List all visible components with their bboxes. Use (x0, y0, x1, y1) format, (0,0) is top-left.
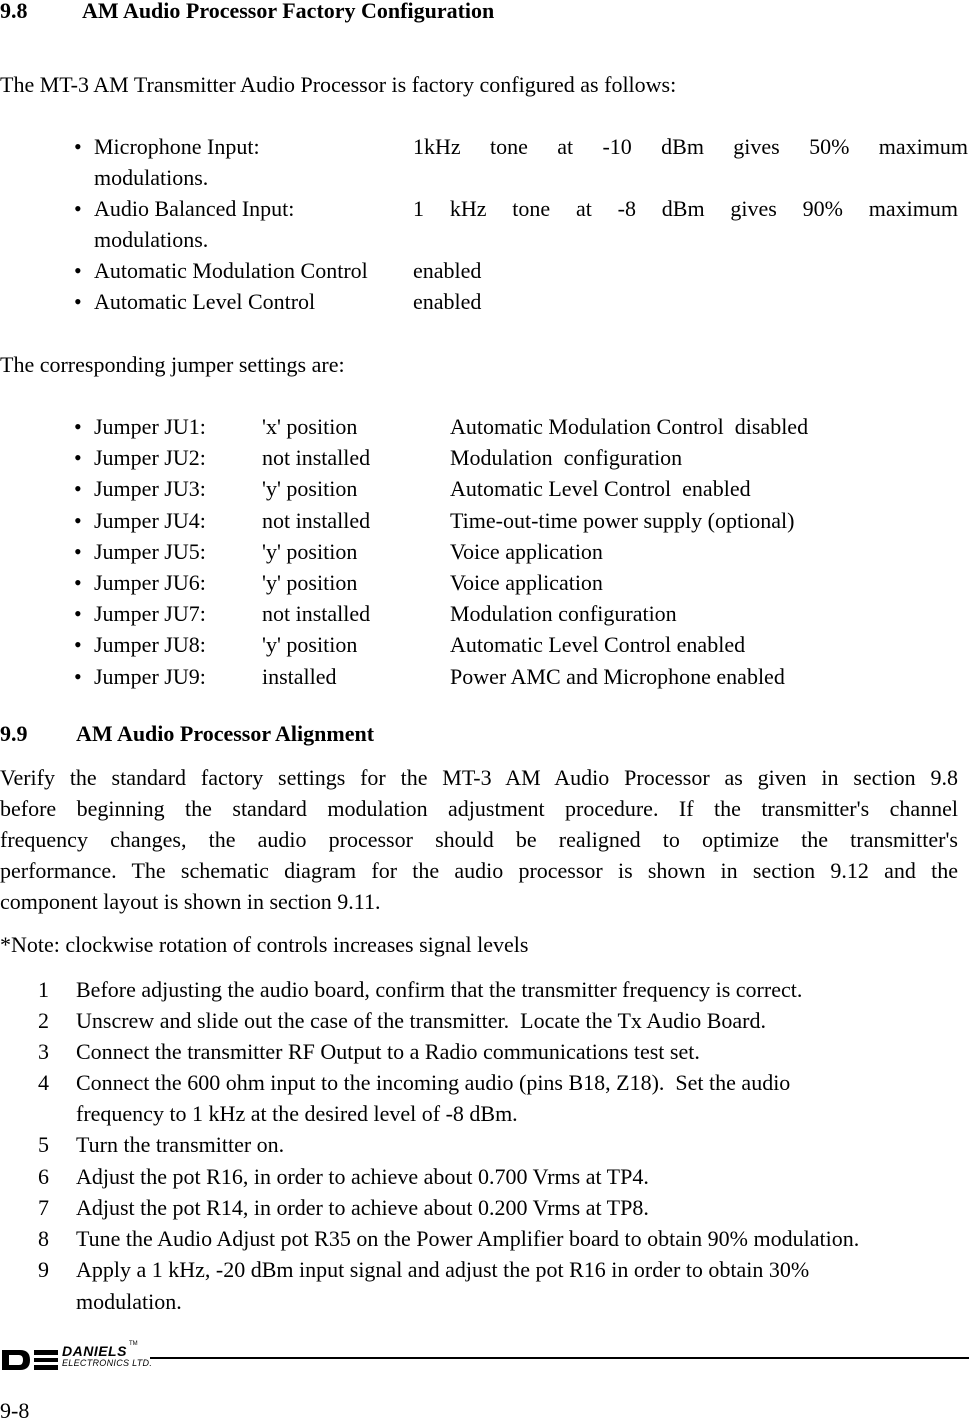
step-text: Before adjusting the audio board, confirm that the transmitter frequency is correct. (76, 977, 803, 1002)
step-number: 1 (38, 977, 49, 1002)
section-9-9-number: 9.9 (0, 721, 28, 746)
jumper-setting: 'y' position (262, 539, 358, 564)
jumper-description: Voice application (450, 539, 603, 564)
step-number: 3 (38, 1039, 49, 1064)
jumper-setting: 'y' position (262, 632, 358, 657)
jumper-name: Jumper JU6: (94, 570, 206, 595)
bullet-icon: • (74, 289, 82, 314)
jumper-name: Jumper JU8: (94, 632, 206, 657)
bullet-icon: • (74, 632, 82, 657)
step-number: 7 (38, 1195, 49, 1220)
config-value: 1 kHz tone at -8 dBm gives 90% maximum (413, 196, 958, 221)
bullet-icon: • (74, 570, 82, 595)
jumper-name: Jumper JU7: (94, 601, 206, 626)
step-text: Apply a 1 kHz, -20 dBm input signal and adjust the pot R16 in order to obtain 30% (76, 1257, 810, 1282)
jumper-intro: The corresponding jumper settings are: (0, 352, 345, 377)
config-value-continued: modulations. (94, 227, 209, 252)
paragraph-line: performance. The schematic diagram for the audio processor is shown in section 9.12 and the (0, 858, 958, 883)
jumper-description: Modulation configuration (450, 445, 683, 470)
jumper-description: Modulation configuration (450, 601, 677, 626)
step-number: 6 (38, 1164, 49, 1189)
bullet-icon: • (74, 476, 82, 501)
section-9-9-title: AM Audio Processor Alignment (76, 721, 375, 746)
jumper-setting: not installed (262, 601, 371, 626)
jumper-name: Jumper JU5: (94, 539, 206, 564)
paragraph-line: Verify the standard factory settings for the MT-3 AM Audio Processor as given in section 9.8 (0, 765, 958, 790)
jumper-setting: not installed (262, 508, 371, 533)
step-text: Adjust the pot R16, in order to achieve about 0.700 Vrms at TP4. (76, 1164, 649, 1189)
section-9-8-title: AM Audio Processor Factory Configuration (82, 0, 495, 23)
step-number: 8 (38, 1226, 49, 1251)
step-text-continued: modulation. (76, 1289, 182, 1314)
page-number: 9-8 (0, 1398, 30, 1423)
step-text: Tune the Audio Adjust pot R35 on the Power Amplifier board to obtain 90% modulation. (76, 1226, 860, 1251)
bullet-icon: • (74, 508, 82, 533)
bullet-icon: • (74, 539, 82, 564)
section-9-8-number: 9.8 (0, 0, 28, 23)
config-label: Automatic Modulation Control (94, 258, 368, 283)
logo-trademark: TM (129, 1341, 138, 1347)
jumper-description: Automatic Modulation Control disabled (450, 414, 809, 439)
jumper-setting: 'x' position (262, 414, 358, 439)
step-number: 4 (38, 1070, 49, 1095)
jumper-setting: 'y' position (262, 570, 358, 595)
rotation-note: *Note: clockwise rotation of controls increases signal levels (0, 932, 529, 957)
section-9-8-intro: The MT-3 AM Transmitter Audio Processor is factory configured as follows: (0, 72, 677, 97)
jumper-description: Automatic Level Control enabled (450, 476, 751, 501)
config-value: enabled (413, 289, 482, 314)
alignment-paragraph (0, 762, 958, 917)
jumper-description: Automatic Level Control enabled (450, 632, 746, 657)
config-label: Microphone Input: (94, 134, 260, 159)
jumper-setting: not installed (262, 445, 371, 470)
config-label: Automatic Level Control (94, 289, 316, 314)
step-text: Adjust the pot R14, in order to achieve about 0.200 Vrms at TP8. (76, 1195, 649, 1220)
jumper-description: Time-out-time power supply (optional) (450, 508, 795, 533)
jumper-name: Jumper JU4: (94, 508, 206, 533)
config-label: Audio Balanced Input: (94, 196, 295, 221)
step-text: Connect the 600 ohm input to the incoming audio (pins B18, Z18). Set the audio (76, 1070, 791, 1095)
jumper-name: Jumper JU2: (94, 445, 206, 470)
bullet-icon: • (74, 445, 82, 470)
config-value: 1kHz tone at -10 dBm gives 50% maximum (413, 134, 968, 159)
logo-text: DANIELS (62, 1343, 127, 1359)
bullet-icon: • (74, 258, 82, 283)
jumper-setting: 'y' position (262, 476, 358, 501)
logo-subtext: ELECTRONICS LTD. (62, 1358, 153, 1368)
paragraph-line: component layout is shown in section 9.11. (0, 889, 381, 914)
step-number: 9 (38, 1257, 49, 1282)
footer-rule (150, 1357, 969, 1359)
bullet-icon: • (74, 134, 82, 159)
paragraph-line: before beginning the standard modulation adjustment procedure. If the transmitter's channel (0, 796, 958, 821)
jumper-name: Jumper JU1: (94, 414, 206, 439)
config-value-continued: modulations. (94, 165, 209, 190)
bullet-icon: • (74, 601, 82, 626)
paragraph-line: frequency changes, the audio processor should be realigned to optimize the transmitter's (0, 827, 958, 852)
step-text: Turn the transmitter on. (76, 1132, 285, 1157)
step-text-continued: frequency to 1 kHz at the desired level of -8 dBm. (76, 1101, 518, 1126)
step-number: 2 (38, 1008, 49, 1033)
bullet-icon: • (74, 414, 82, 439)
bullet-icon: • (74, 196, 82, 221)
jumper-name: Jumper JU3: (94, 476, 206, 501)
step-text: Connect the transmitter RF Output to a Radio communications test set. (76, 1039, 700, 1064)
daniels-logo (0, 1341, 153, 1372)
jumper-description: Voice application (450, 570, 603, 595)
jumper-description: Power AMC and Microphone enabled (450, 664, 785, 689)
step-text: Unscrew and slide out the case of the transmitter. Locate the Tx Audio Board. (76, 1008, 766, 1033)
config-value: enabled (413, 258, 482, 283)
jumper-setting: installed (262, 664, 337, 689)
jumper-name: Jumper JU9: (94, 664, 206, 689)
step-number: 5 (38, 1132, 49, 1157)
bullet-icon: • (74, 664, 82, 689)
